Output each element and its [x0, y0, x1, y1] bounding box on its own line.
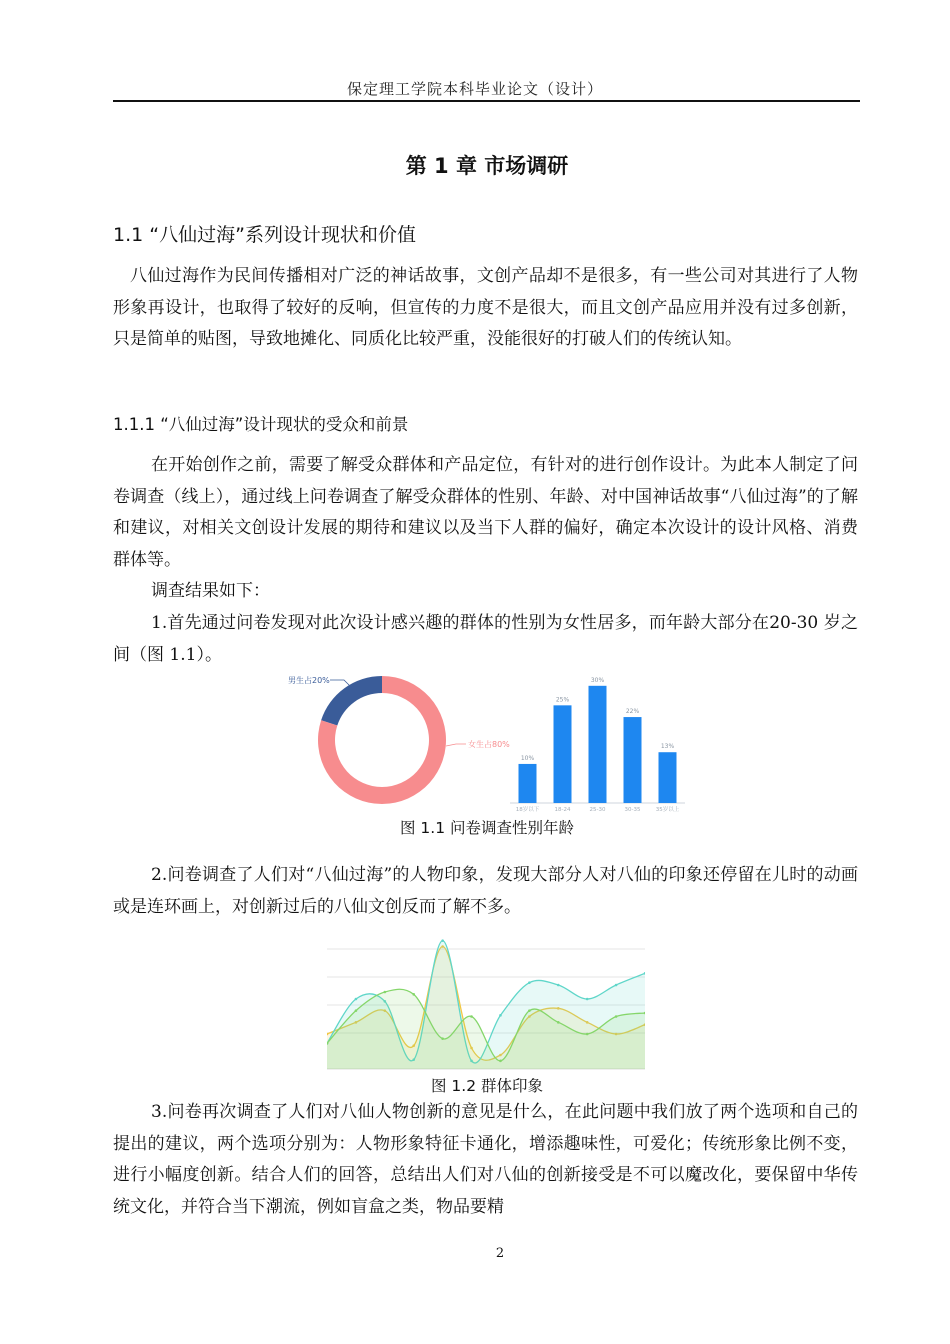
series-green-point [384, 991, 387, 994]
bar-value-label: 22% [625, 708, 640, 716]
series-cyan-point [499, 1014, 502, 1017]
bar [519, 764, 537, 803]
bar-category-label: 35岁以上 [655, 807, 680, 813]
series-green-point [557, 1021, 560, 1024]
running-header: 保定理工学院本科毕业论文（设计） [346, 80, 603, 98]
figure-1-1-caption: 图 1.1 问卷调查性别年龄 [399, 819, 574, 837]
series-cyan-point [586, 998, 589, 1001]
series-green-point [412, 993, 415, 996]
figure-1-2-chart [327, 925, 645, 1071]
paragraph-2: 在开始创作之前，需要了解受众群体和产品定位，有针对的进行创作设计。为此本人制定了问卷调查（线上），通过线上问卷调查了解受众群体的性别、年龄、对中国神话故事“八仙过海”的了解和建议，对相关文创设计发展的期待和建议以及当下人群的偏好，确定本次设计的设计风格、消费群体等。 [113, 455, 858, 570]
paragraph-1: 八仙过海作为民间传播相对广泛的神话故事，文创产品却不是很多，有一些公司对其进行了人物形象再设计，也取得了较好的反响，但宣传的力度不是很大，而且文创产品应用并没有过多创新，只是简单的贴图，导致地摊化、同质化比较严重，没能很好的打破人们的传统认知。 [113, 266, 858, 349]
bar [624, 717, 642, 803]
series-green-point [586, 1033, 589, 1036]
series-cyan-point [615, 984, 618, 987]
paragraph-5: 2.问卷调查了人们对“八仙过海”的人物印象，发现大部分人对八仙的印象还停留在儿时的动画或是连环画上，对创新过后的八仙文创反而了解不多。 [113, 865, 858, 917]
bar-category-label: 30-35 [624, 807, 641, 813]
bar-value-label: 30% [590, 676, 605, 684]
bar-category-label: 18岁以下 [515, 807, 540, 813]
paragraph-3: 调查结果如下： [151, 581, 270, 601]
bar-value-label: 13% [660, 743, 675, 751]
donut-label: 男生占20% [288, 676, 330, 685]
series-cyan-point [528, 981, 531, 984]
bar-value-label: 25% [555, 696, 570, 704]
series-cyan-point [441, 939, 444, 942]
bar [659, 752, 677, 803]
bar-value-label: 10% [520, 754, 535, 762]
series-green-point [470, 1015, 473, 1018]
figure-1-1-charts [280, 666, 700, 814]
donut-slice [321, 676, 382, 725]
paragraph-4: 1.首先通过问卷发现对此次设计感兴趣的群体的性别为女性居多，而年龄大部分在20-30 岁之间（图 1.1）。 [113, 613, 858, 665]
donut-chart [288, 675, 510, 804]
bar [554, 705, 572, 803]
bar-category-label: 25-30 [589, 807, 606, 813]
paragraph-6: 3.问卷再次调查了人们对八仙人物创新的意见是什么，在此问题中我们放了两个选项和自己的提出的建议，两个选项分别为：人物形象特征卡通化，增添趣味性，可爱化；传统形象比例不变，进行小幅度创新。结合人们的回答，总结出人们对八仙的创新接受是不可以魔改化，要保留中华传统文化，并符合当下潮流，例如盲盒之类，物品要精 [113, 1102, 858, 1217]
header-rule [113, 100, 860, 102]
series-cyan-point [557, 984, 560, 987]
series-green-point [441, 1037, 444, 1040]
bar-chart [510, 677, 685, 813]
section-heading-1-1: 1.1 “八仙过海”系列设计现状和价值 [113, 224, 416, 246]
area-chart [327, 939, 645, 1069]
series-green-point [355, 1009, 358, 1012]
bar [589, 686, 607, 803]
donut-leader-line [446, 744, 466, 746]
series-green-point [499, 1060, 502, 1063]
series-green-point [615, 1015, 618, 1018]
series-green-point [528, 1009, 531, 1012]
donut-label: 女生占80% [468, 740, 510, 749]
series-cyan-point [355, 998, 358, 1001]
bar-category-label: 18-24 [554, 807, 571, 813]
page-number: 2 [495, 1246, 505, 1261]
figure-1-2-caption: 图 1.2 群体印象 [430, 1077, 543, 1095]
section-heading-1-1-1: 1.1.1 “八仙过海”设计现状的受众和前景 [113, 415, 409, 434]
chapter-title: 第 1 章 市场调研 [405, 154, 569, 178]
